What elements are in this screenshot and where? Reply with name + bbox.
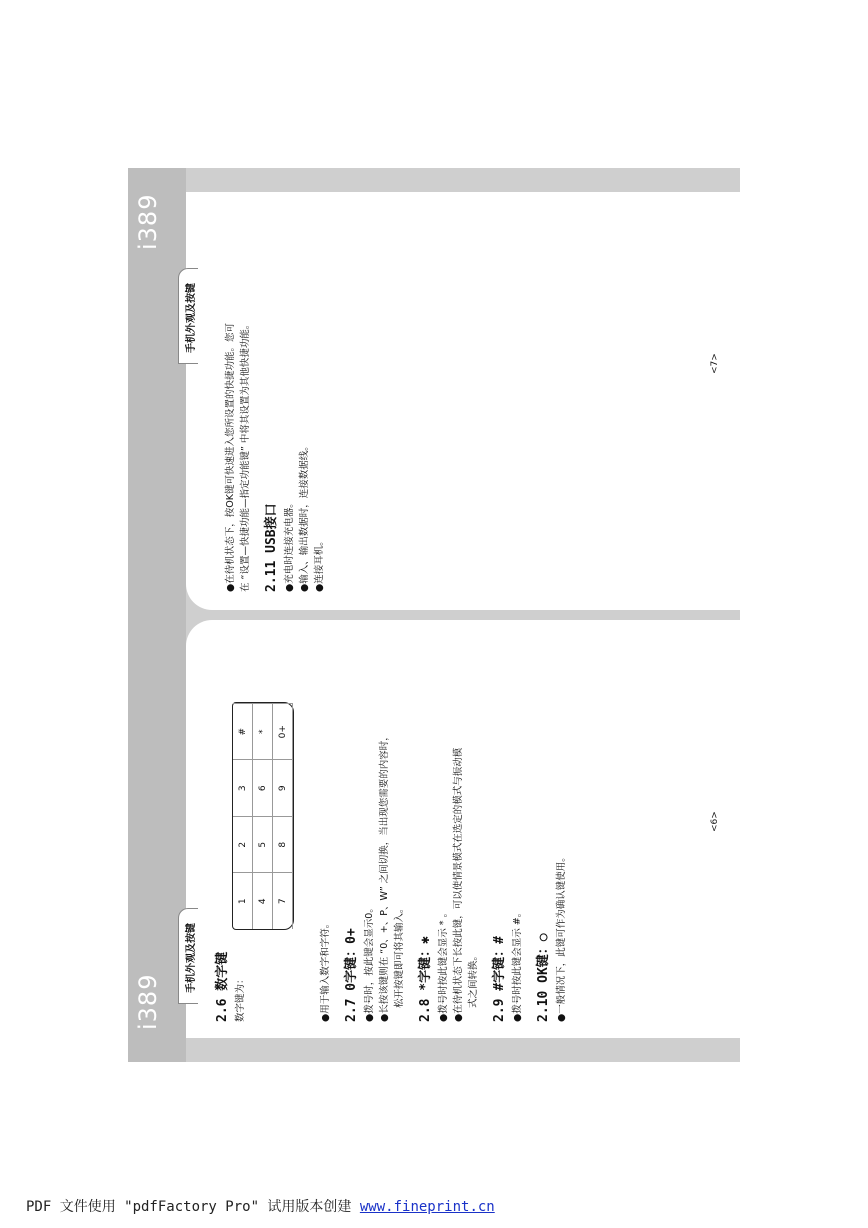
section-heading: 2.10 OK键：○ [536, 933, 551, 1022]
keypad-key: 3 [233, 760, 253, 817]
fineprint-link[interactable]: www.fineprint.cn [359, 1199, 495, 1215]
keypad-key: 0+ [273, 703, 293, 760]
section-line: ●连接耳机。 [314, 536, 325, 592]
section-line: ●输入、输出数据时，连接数据线。 [299, 441, 310, 592]
rotated-document-spread [128, 168, 740, 1062]
section-line: ●拨号时，按此键会显示0。 [364, 903, 375, 1022]
right-page-content [224, 192, 328, 592]
keypad-key: 7 [273, 873, 293, 930]
keypad-key: # [233, 703, 253, 760]
section-line: 数字键为： [235, 974, 246, 1022]
section-heading: 2.6 数字键 [215, 951, 230, 1022]
section-line: ●长按该键则在 “0、+、P、W” 之间切换，当出现您需要的内容时， [379, 731, 390, 1022]
intro-line: 在 “设置—快捷功能—指定功能键” 中将其设置为其他快捷功能。 [240, 319, 251, 592]
brand-logo-right: i389 [134, 193, 162, 250]
section-line: ●拨号时按此键会显示 * 。 [438, 907, 449, 1022]
left-page-tab: 手机外观及按键 [178, 908, 198, 1004]
section-line: ●充电时连接充电器。 [284, 498, 295, 592]
section-line: ●用于输入数字和字符。 [320, 918, 331, 1022]
spread-canvas [128, 168, 740, 1062]
keypad-key: 2 [233, 816, 253, 873]
section-line: ●拨号时按此键会显示 #。 [512, 907, 523, 1022]
section-heading: 2.11 USB接口 [264, 503, 279, 592]
keypad-key: 6 [253, 760, 273, 817]
intro-line: ●在待机状态下，按OK键可快速进入您所设置的快捷功能。您可 [225, 323, 236, 592]
keypad-key: 4 [253, 873, 273, 930]
left-page-content [204, 632, 570, 1022]
section-heading: 2.9 #字键：# [492, 936, 507, 1022]
keypad-key: 1 [233, 873, 253, 930]
keypad-key: 5 [253, 816, 273, 873]
section-line: ●在待机状态下长按此键，可以使情景模式在选定的模式与振动模 [453, 747, 464, 1022]
brand-logo-left: i389 [134, 973, 162, 1030]
section-line: 松开按键即可将其输入。 [394, 903, 405, 1008]
left-page-number: <6> [710, 811, 720, 832]
section-heading: 2.7 0字键：0+ [344, 928, 359, 1022]
section-heading: 2.8 *字键：✱ [418, 936, 433, 1022]
right-page-number: <7> [710, 353, 720, 374]
keypad-illustration [232, 702, 294, 930]
pdf-footer [26, 1196, 495, 1216]
section-line: 式之间转换。 [468, 950, 479, 1008]
keypad-key: 9 [273, 760, 293, 817]
section-line: ●一般情况下，此键可作为确认键使用。 [556, 852, 567, 1022]
footer-text: PDF 文件使用 "pdfFactory Pro" 试用版本创建 [26, 1199, 360, 1215]
keypad-key: 8 [273, 816, 293, 873]
keypad-key: * [253, 703, 273, 760]
right-page-tab: 手机外观及按键 [178, 268, 198, 364]
